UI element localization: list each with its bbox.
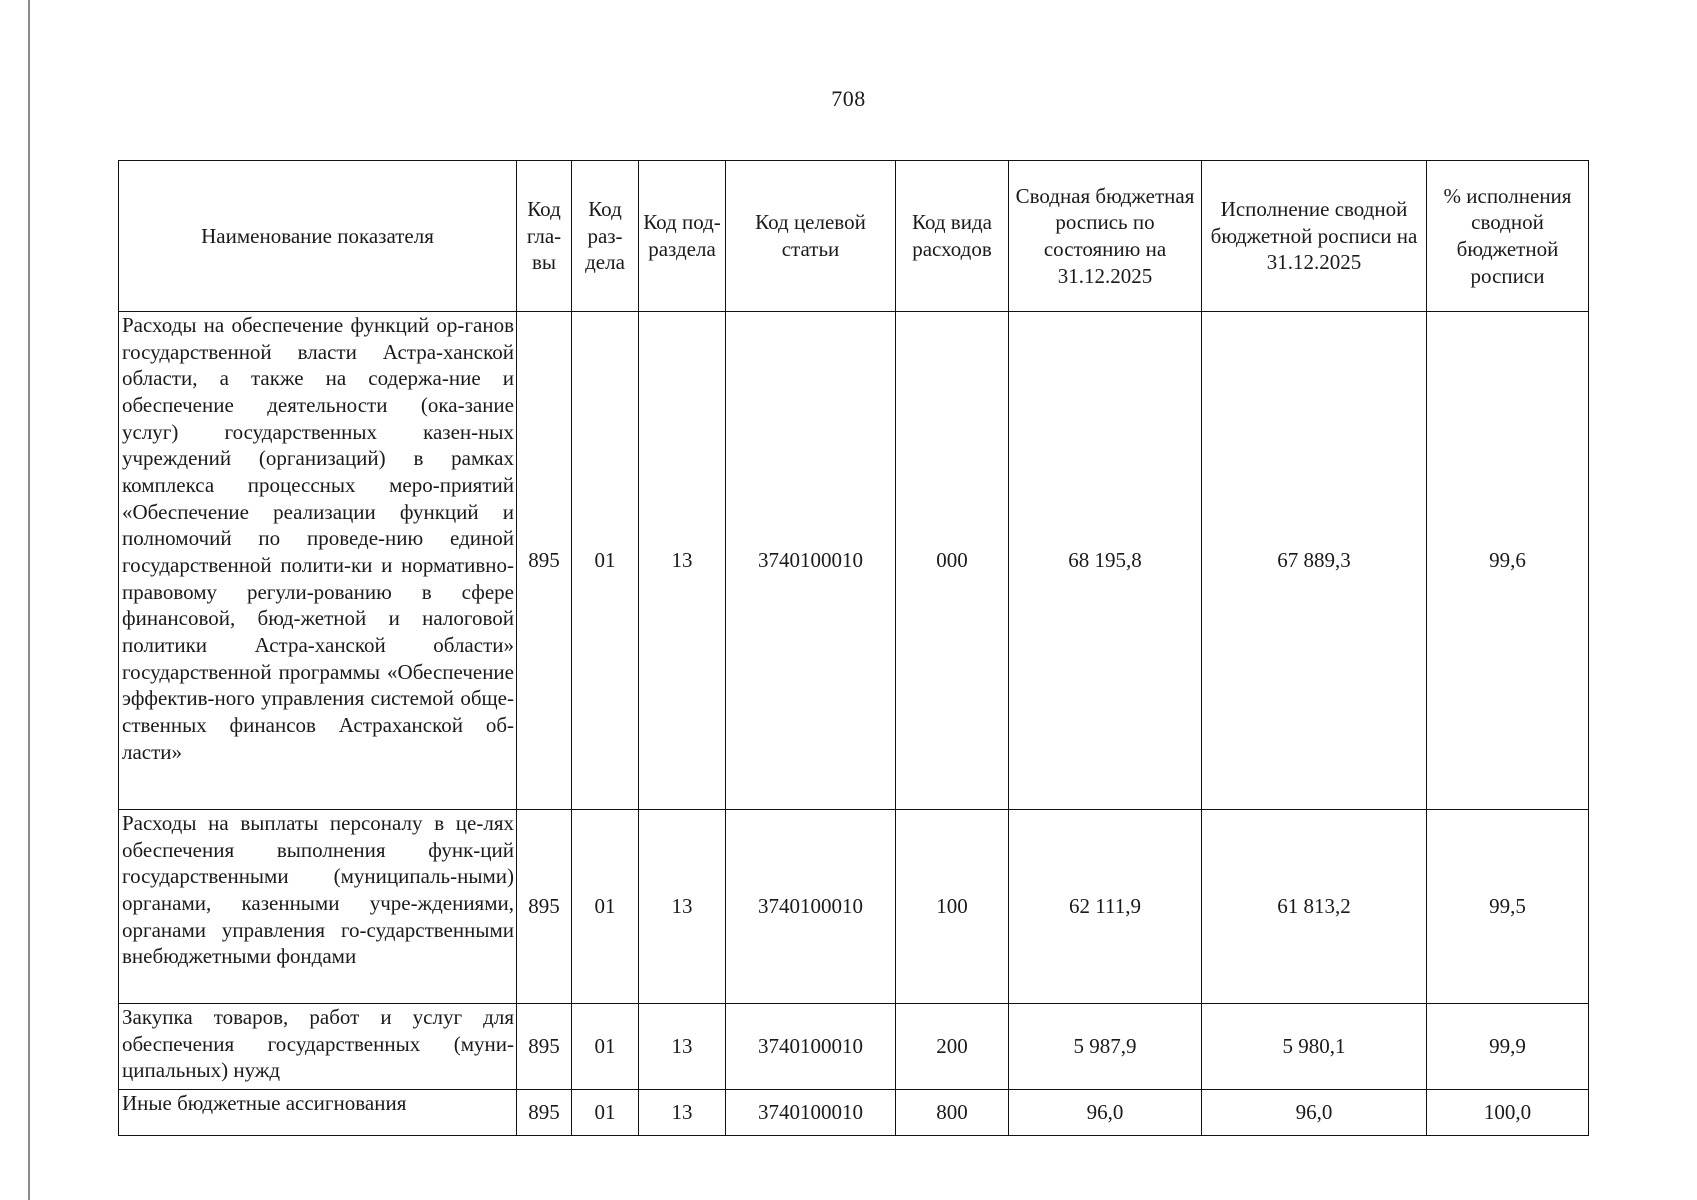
row-section-code: 01	[572, 1090, 639, 1136]
row-consolidated-budget: 68 195,8	[1009, 312, 1202, 810]
header-chapter-code: Код гла-вы	[517, 161, 572, 312]
row-section-code: 01	[572, 1004, 639, 1090]
header-subsection-code: Код под-раздела	[639, 161, 726, 312]
row-execution: 61 813,2	[1202, 810, 1427, 1004]
row-execution-percent: 100,0	[1427, 1090, 1589, 1136]
row-chapter-code: 895	[517, 810, 572, 1004]
table-row	[119, 1090, 1589, 1136]
row-target-item-code: 3740100010	[726, 810, 896, 1004]
row-name: Иные бюджетные ассигнования	[119, 1090, 517, 1136]
row-name: Расходы на обеспечение функций ор-ганов государственной власти Астра-ханской области, а также на содержа-ние и обеспечение деятельности (ока-зание услуг) государственных казен-ных учреждений (организаций) в рамках комплекса процессных меро-приятий «Обеспечение реализации функций и полномочий по проведе-нию единой государственной полити-ки и нормативно-правовому регули-рованию в сфере финансовой, бюд-жетной и налоговой политики Астра-ханской области» государственной программы «Обеспечение эффектив-ного управления системой обще-ственных финансов Астраханской об-ласти»	[119, 312, 517, 810]
table-header-row	[119, 161, 1589, 312]
row-target-item-code: 3740100010	[726, 312, 896, 810]
row-section-code: 01	[572, 810, 639, 1004]
table-row	[119, 312, 1589, 810]
row-subsection-code: 13	[639, 810, 726, 1004]
row-execution-percent: 99,6	[1427, 312, 1589, 810]
row-execution: 67 889,3	[1202, 312, 1427, 810]
header-consolidated-budget: Сводная бюджетная роспись по состоянию на 31.12.2025	[1009, 161, 1202, 312]
row-execution: 5 980,1	[1202, 1004, 1427, 1090]
page-number: 708	[831, 86, 866, 111]
row-execution: 96,0	[1202, 1090, 1427, 1136]
table-row	[119, 810, 1589, 1004]
header-section-code: Код раз-дела	[572, 161, 639, 312]
budget-execution-table	[118, 160, 1589, 1136]
header-target-item-code: Код целевой статьи	[726, 161, 896, 312]
header-name: Наименование показателя	[119, 161, 517, 312]
table-row	[119, 1004, 1589, 1090]
row-consolidated-budget: 62 111,9	[1009, 810, 1202, 1004]
row-subsection-code: 13	[639, 312, 726, 810]
scan-edge-line	[28, 0, 30, 1200]
row-target-item-code: 3740100010	[726, 1090, 896, 1136]
header-execution: Исполнение сводной бюджетной росписи на 31.12.2025	[1202, 161, 1427, 312]
row-name: Расходы на выплаты персоналу в це-лях обеспечения выполнения функ-ций государственными (муниципаль-ными) органами, казенными учре-ждениями, органами управления го-сударственными внебюджетными фондами	[119, 810, 517, 1004]
row-chapter-code: 895	[517, 1004, 572, 1090]
row-consolidated-budget: 96,0	[1009, 1090, 1202, 1136]
row-name: Закупка товаров, работ и услуг для обеспечения государственных (муни-ципальных) нужд	[119, 1004, 517, 1090]
row-expense-type-code: 100	[896, 810, 1009, 1004]
row-expense-type-code: 200	[896, 1004, 1009, 1090]
row-chapter-code: 895	[517, 312, 572, 810]
row-execution-percent: 99,9	[1427, 1004, 1589, 1090]
row-chapter-code: 895	[517, 1090, 572, 1136]
row-execution-percent: 99,5	[1427, 810, 1589, 1004]
row-section-code: 01	[572, 312, 639, 810]
row-expense-type-code: 000	[896, 312, 1009, 810]
row-expense-type-code: 800	[896, 1090, 1009, 1136]
row-consolidated-budget: 5 987,9	[1009, 1004, 1202, 1090]
row-subsection-code: 13	[639, 1090, 726, 1136]
row-subsection-code: 13	[639, 1004, 726, 1090]
row-target-item-code: 3740100010	[726, 1004, 896, 1090]
header-expense-type-code: Код вида расходов	[896, 161, 1009, 312]
header-execution-percent: % исполнения сводной бюджетной росписи	[1427, 161, 1589, 312]
